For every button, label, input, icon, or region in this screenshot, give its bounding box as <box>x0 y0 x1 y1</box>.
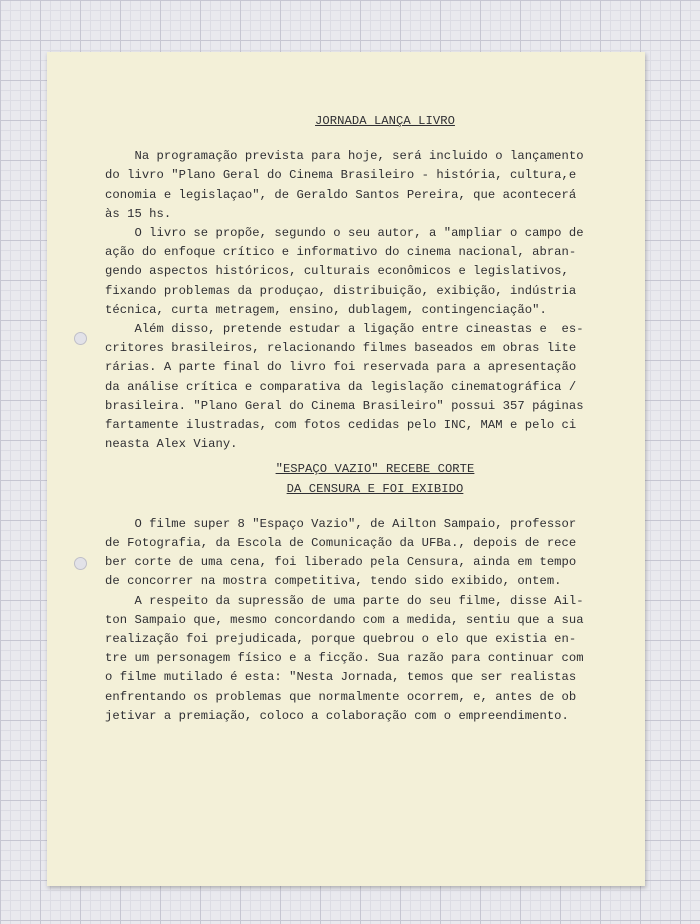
punch-hole-bottom <box>74 557 87 570</box>
text-line: de Fotografia, da Escola de Comunicação da UFBa., depois de rece <box>105 536 577 551</box>
article2-title-line2: DA CENSURA E FOI EXIBIDO <box>286 481 464 496</box>
article1-title: JORNADA LANÇA LIVRO <box>315 114 455 128</box>
text-line: tre um personagem físico e a ficção. Sua razão para continuar com <box>105 651 584 666</box>
text-line: de concorrer na mostra competitiva, tendo sido exibido, ontem. <box>105 574 562 589</box>
text-line: brasileira. "Plano Geral do Cinema Brasileiro" possui 357 páginas <box>105 398 584 413</box>
article2-title-line1: "ESPAÇO VAZIO" RECEBE CORTE <box>275 462 475 477</box>
text-line: do livro "Plano Geral do Cinema Brasileiro - história, cultura,e <box>105 168 577 183</box>
typewritten-page <box>47 52 645 886</box>
text-line: realização foi prejudicada, porque quebrou o elo que existia en- <box>105 632 577 647</box>
text-line: neasta Alex Viany. <box>105 437 238 452</box>
text-line: técnica, curta metragem, ensino, dublagem, contingenciação". <box>105 302 547 317</box>
text-line: ação do enfoque crítico e informativo do cinema nacional, abran- <box>105 245 577 260</box>
text-line: Na programação prevista para hoje, será incluido o lançamento <box>105 149 584 164</box>
text-line: A respeito da supressão de uma parte do seu filme, disse Ail- <box>105 593 584 608</box>
text-line: Além disso, pretende estudar a ligação entre cineastas e es- <box>105 322 584 337</box>
text-line: ton Sampaio que, mesmo concordando com a medida, sentiu que a sua <box>105 612 584 627</box>
text-line: jetivar a premiação, coloco a colaboração com o empreendimento. <box>105 708 569 723</box>
punch-hole-top <box>74 332 87 345</box>
text-line: fixando problemas da produçao, distribuição, exibição, indústria <box>105 283 577 298</box>
text-line: O filme super 8 "Espaço Vazio", de Ailton Sampaio, professor <box>105 516 577 531</box>
text-line: o filme mutilado é esta: "Nesta Jornada, temos que ser realistas <box>105 670 577 685</box>
article1-body <box>105 147 625 454</box>
document-body <box>105 112 625 726</box>
article2-body <box>105 515 625 726</box>
text-line: às 15 hs. <box>105 206 172 221</box>
text-line: enfrentando os problemas que normalmente ocorrem, e, antes de ob <box>105 689 577 704</box>
text-line: O livro se propõe, segundo o seu autor, a "ampliar o campo de <box>105 226 584 241</box>
text-line: fartamente ilustradas, com fotos cedidas pelo INC, MAM e pelo ci <box>105 418 577 433</box>
text-line: da análise crítica e comparativa da legislação cinematográfica / <box>105 379 577 394</box>
text-line: gendo aspectos históricos, culturais econômicos e legislativos, <box>105 264 569 279</box>
text-line: ber corte de uma cena, foi liberado pela Censura, ainda em tempo <box>105 555 577 570</box>
text-line: conomia e legislaçao", de Geraldo Santos Pereira, que acontecerá <box>105 187 577 202</box>
text-line: critores brasileiros, relacionando filmes baseados em obras lite <box>105 341 577 356</box>
text-line: rárias. A parte final do livro foi reservada para a apresentação <box>105 360 577 375</box>
